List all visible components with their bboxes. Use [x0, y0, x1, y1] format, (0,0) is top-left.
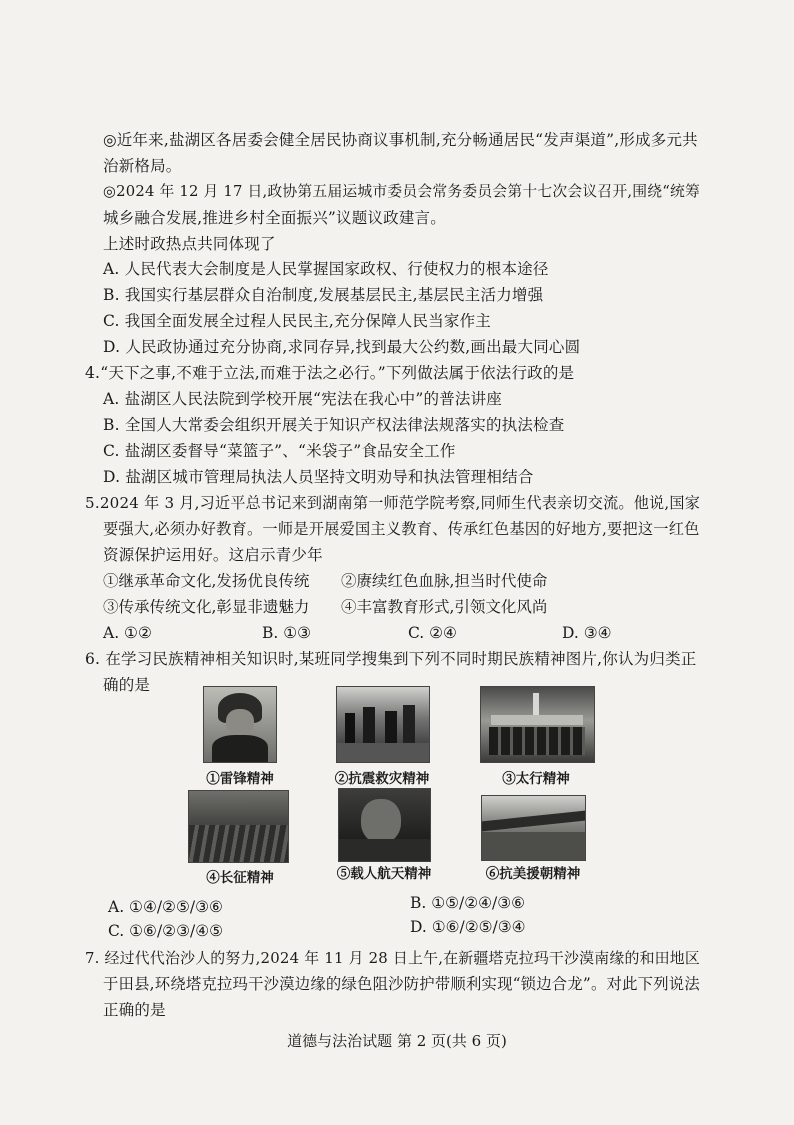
q3-option-c: C. 我国全面发展全过程人民民主,充分保障人民当家作主	[103, 312, 491, 330]
q4-stem: 4.“天下之事,不难于立法,而难于法之必行。”下列做法属于依法行政的是	[85, 364, 575, 382]
q3-material1-line1: ◎近年来,盐湖区各居委会健全居民协商议事机制,充分畅通居民“发声渠道”,形成多元共	[103, 131, 698, 149]
q4-option-d: D. 盐湖区城市管理局执法人员坚持文明劝导和执法管理相结合	[103, 468, 534, 486]
q7-stem-line3: 正确的是	[103, 1001, 166, 1019]
photo-lei-feng	[203, 686, 277, 763]
q3-material2-line1: ◎2024 年 12 月 17 日,政协第五届运城市委员会常务委员会第十七次会议召开,围绕“统筹	[103, 183, 701, 200]
q6-option-b: B. ①⑤/②④/③⑥	[410, 894, 526, 912]
q7-stem-line2: 于田县,环绕塔克拉玛干沙漠边缘的绿色阻沙防护带顺利实现“锁边合龙”。对此下列说法	[103, 975, 700, 993]
q5-item-1: ①继承革命文化,发扬优良传统	[103, 572, 310, 590]
caption-4: ④长征精神	[206, 870, 274, 886]
photo-resist-us-aid-korea	[481, 795, 586, 861]
caption-2: ②抗震救灾精神	[334, 771, 430, 787]
q5-item-3: ③传承传统文化,彰显非遗魅力	[103, 598, 310, 616]
q5-option-a: A. ①②	[103, 624, 152, 642]
q5-option-c: C. ②④	[408, 624, 457, 642]
q6-option-d: D. ①⑥/②⑤/③④	[410, 918, 526, 936]
q6-stem-line2: 确的是	[103, 676, 151, 694]
q4-option-b: B. 全国人大常委会组织开展关于知识产权法律法规落实的执法检查	[103, 416, 565, 434]
q5-option-d: D. ③④	[562, 624, 612, 642]
q6-option-c: C. ①⑥/②③/④⑤	[108, 922, 223, 940]
photo-manned-space	[338, 788, 431, 862]
q3-material1-line2: 治新格局。	[103, 157, 182, 175]
q3-option-d: D. 人民政协通过充分协商,求同存异,找到最大公约数,画出最大同心圆	[103, 338, 581, 356]
photo-long-march	[188, 790, 289, 863]
q5-item-4: ④丰富教育形式,引领文化风尚	[341, 598, 548, 616]
page-footer: 道德与法治试题 第 2 页(共 6 页)	[287, 1032, 507, 1050]
q5-option-b: B. ①③	[262, 624, 312, 642]
q3-option-a: A. 人民代表大会制度是人民掌握国家政权、行使权力的根本途径	[103, 260, 549, 278]
q6-option-a: A. ①④/②⑤/③⑥	[108, 898, 223, 916]
q5-item-2: ②赓续红色血脉,担当时代使命	[341, 572, 548, 590]
q5-stem-line1: 5.2024 年 3 月,习近平总书记来到湖南第一师范学院考察,同师生代表亲切交流。他说,国家	[85, 494, 701, 512]
q4-option-c: C. 盐湖区委督导“菜篮子”、“米袋子”食品安全工作	[103, 442, 456, 460]
q5-stem-line3: 资源保护运用好。这启示青少年	[103, 546, 323, 564]
q3-option-b: B. 我国实行基层群众自治制度,发展基层民主,基层民主活力增强	[103, 286, 544, 304]
caption-5: ⑤载人航天精神	[336, 866, 432, 882]
caption-3: ③太行精神	[502, 771, 570, 787]
photo-taihang	[480, 686, 595, 763]
q7-stem-line1: 7. 经过代代治沙人的努力,2024 年 11 月 28 日上午,在新疆塔克拉玛干沙漠南缘的和田地区	[85, 949, 700, 967]
q5-stem-line2: 要强大,必须办好教育。一师是开展爱国主义教育、传承红色基因的好地方,要把这一红色	[103, 520, 700, 538]
q3-material2-line2: 城乡融合发展,推进乡村全面振兴”议题议政建言。	[103, 209, 446, 227]
caption-6: ⑥抗美援朝精神	[485, 866, 581, 882]
q6-stem-line1: 6. 在学习民族精神相关知识时,某班同学搜集到下列不同时期民族精神图片,你认为归类正	[85, 650, 697, 668]
q4-option-a: A. 盐湖区人民法院到学校开展“宪法在我心中”的普法讲座	[103, 390, 502, 408]
caption-1: ①雷锋精神	[206, 771, 274, 787]
q3-stem: 上述时政热点共同体现了	[103, 235, 276, 253]
photo-earthquake-relief	[336, 686, 430, 763]
